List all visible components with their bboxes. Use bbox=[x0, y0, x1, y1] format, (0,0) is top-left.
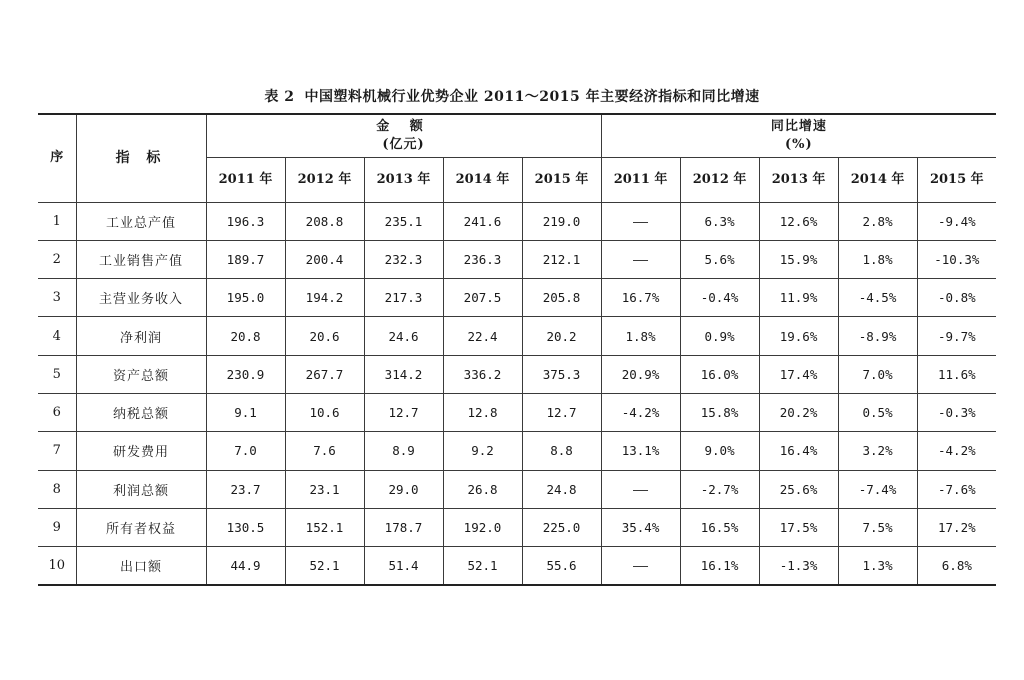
growth-cell: 7.5% bbox=[838, 508, 917, 546]
amount-cell: 24.8 bbox=[522, 470, 601, 508]
growth-cell: -7.6% bbox=[917, 470, 996, 508]
amount-cell: 232.3 bbox=[364, 240, 443, 278]
amount-cell: 195.0 bbox=[206, 279, 285, 317]
amount-cell: 336.2 bbox=[443, 355, 522, 393]
header-amount-unit: (亿元) bbox=[382, 136, 425, 152]
amount-cell: 130.5 bbox=[206, 508, 285, 546]
row-indicator-name: 纳税总额 bbox=[76, 393, 206, 431]
amount-cell: 212.1 bbox=[522, 240, 601, 278]
amount-cell: 225.0 bbox=[522, 508, 601, 546]
growth-cell: 17.5% bbox=[759, 508, 838, 546]
row-indicator-name: 利润总额 bbox=[76, 470, 206, 508]
indicators-table bbox=[38, 113, 996, 586]
amount-cell: 267.7 bbox=[285, 355, 364, 393]
table-row bbox=[38, 432, 996, 470]
growth-cell: -0.3% bbox=[917, 393, 996, 431]
table-caption: 中国塑料机械行业优势企业 2011～2015 年主要经济指标和同比增速 bbox=[304, 89, 760, 105]
amount-cell: 12.7 bbox=[364, 393, 443, 431]
amount-cell: 9.1 bbox=[206, 393, 285, 431]
growth-cell: 16.4% bbox=[759, 432, 838, 470]
growth-cell: 1.8% bbox=[838, 240, 917, 278]
amount-cell: 236.3 bbox=[443, 240, 522, 278]
row-seq: 8 bbox=[38, 470, 76, 508]
header-amount-year: 2013 年 bbox=[364, 157, 443, 202]
growth-cell: 0.9% bbox=[680, 317, 759, 355]
amount-cell: 29.0 bbox=[364, 470, 443, 508]
table-row bbox=[38, 317, 996, 355]
growth-cell: —— bbox=[601, 547, 680, 585]
amount-cell: 375.3 bbox=[522, 355, 601, 393]
growth-cell: -4.5% bbox=[838, 279, 917, 317]
growth-cell: 9.0% bbox=[680, 432, 759, 470]
amount-cell: 196.3 bbox=[206, 202, 285, 240]
growth-cell: 2.8% bbox=[838, 202, 917, 240]
growth-cell: 12.6% bbox=[759, 202, 838, 240]
amount-cell: 26.8 bbox=[443, 470, 522, 508]
growth-cell: -0.4% bbox=[680, 279, 759, 317]
amount-cell: 205.8 bbox=[522, 279, 601, 317]
header-growth-year: 2015 年 bbox=[917, 157, 996, 202]
growth-cell: 11.9% bbox=[759, 279, 838, 317]
growth-cell: —— bbox=[601, 470, 680, 508]
header-amount-year: 2012 年 bbox=[285, 157, 364, 202]
header-growth-year: 2014 年 bbox=[838, 157, 917, 202]
growth-cell: -1.3% bbox=[759, 547, 838, 585]
row-seq: 5 bbox=[38, 355, 76, 393]
growth-cell: 16.1% bbox=[680, 547, 759, 585]
amount-cell: 217.3 bbox=[364, 279, 443, 317]
growth-cell: 1.8% bbox=[601, 317, 680, 355]
growth-cell: 5.6% bbox=[680, 240, 759, 278]
growth-cell: 16.0% bbox=[680, 355, 759, 393]
header-indicator: 指 标 bbox=[76, 114, 206, 202]
amount-cell: 241.6 bbox=[443, 202, 522, 240]
row-indicator-name: 工业销售产值 bbox=[76, 240, 206, 278]
header-seq: 序 bbox=[38, 114, 76, 202]
amount-cell: 7.0 bbox=[206, 432, 285, 470]
amount-cell: 314.2 bbox=[364, 355, 443, 393]
growth-cell: 1.3% bbox=[838, 547, 917, 585]
amount-cell: 12.8 bbox=[443, 393, 522, 431]
amount-cell: 12.7 bbox=[522, 393, 601, 431]
amount-cell: 194.2 bbox=[285, 279, 364, 317]
header-growth-label: 同比增速 bbox=[770, 119, 827, 135]
growth-cell: 3.2% bbox=[838, 432, 917, 470]
header-growth-unit: (%) bbox=[785, 136, 813, 152]
table-row bbox=[38, 508, 996, 546]
amount-cell: 23.7 bbox=[206, 470, 285, 508]
amount-cell: 189.7 bbox=[206, 240, 285, 278]
amount-cell: 192.0 bbox=[443, 508, 522, 546]
growth-cell: 15.8% bbox=[680, 393, 759, 431]
header-growth-year: 2011 年 bbox=[601, 157, 680, 202]
row-seq: 2 bbox=[38, 240, 76, 278]
header-growth-group bbox=[601, 114, 996, 157]
growth-cell: 13.1% bbox=[601, 432, 680, 470]
growth-cell: —— bbox=[601, 202, 680, 240]
row-seq: 4 bbox=[38, 317, 76, 355]
amount-cell: 20.6 bbox=[285, 317, 364, 355]
header-amount-year: 2011 年 bbox=[206, 157, 285, 202]
row-indicator-name: 主营业务收入 bbox=[76, 279, 206, 317]
amount-cell: 8.8 bbox=[522, 432, 601, 470]
growth-cell: -0.8% bbox=[917, 279, 996, 317]
amount-cell: 152.1 bbox=[285, 508, 364, 546]
amount-cell: 8.9 bbox=[364, 432, 443, 470]
amount-cell: 55.6 bbox=[522, 547, 601, 585]
amount-cell: 207.5 bbox=[443, 279, 522, 317]
amount-cell: 23.1 bbox=[285, 470, 364, 508]
growth-cell: 25.6% bbox=[759, 470, 838, 508]
growth-cell: -4.2% bbox=[601, 393, 680, 431]
table-row bbox=[38, 240, 996, 278]
amount-cell: 52.1 bbox=[285, 547, 364, 585]
table-row bbox=[38, 202, 996, 240]
amount-cell: 9.2 bbox=[443, 432, 522, 470]
row-indicator-name: 所有者权益 bbox=[76, 508, 206, 546]
amount-cell: 219.0 bbox=[522, 202, 601, 240]
row-seq: 1 bbox=[38, 202, 76, 240]
growth-cell: 0.5% bbox=[838, 393, 917, 431]
table-title bbox=[0, 86, 1024, 106]
header-row-groups bbox=[38, 114, 996, 157]
growth-cell: -7.4% bbox=[838, 470, 917, 508]
header-growth-year: 2012 年 bbox=[680, 157, 759, 202]
growth-cell: 11.6% bbox=[917, 355, 996, 393]
row-indicator-name: 工业总产值 bbox=[76, 202, 206, 240]
row-seq: 9 bbox=[38, 508, 76, 546]
table-row bbox=[38, 355, 996, 393]
row-indicator-name: 出口额 bbox=[76, 547, 206, 585]
growth-cell: -10.3% bbox=[917, 240, 996, 278]
row-indicator-name: 研发费用 bbox=[76, 432, 206, 470]
amount-cell: 230.9 bbox=[206, 355, 285, 393]
growth-cell: -8.9% bbox=[838, 317, 917, 355]
growth-cell: 35.4% bbox=[601, 508, 680, 546]
amount-cell: 200.4 bbox=[285, 240, 364, 278]
growth-cell: 16.7% bbox=[601, 279, 680, 317]
table-row bbox=[38, 279, 996, 317]
table-row bbox=[38, 393, 996, 431]
amount-cell: 235.1 bbox=[364, 202, 443, 240]
amount-cell: 52.1 bbox=[443, 547, 522, 585]
row-seq: 6 bbox=[38, 393, 76, 431]
header-growth-year: 2013 年 bbox=[759, 157, 838, 202]
growth-cell: 16.5% bbox=[680, 508, 759, 546]
amount-cell: 44.9 bbox=[206, 547, 285, 585]
table-body bbox=[38, 202, 996, 585]
row-indicator-name: 净利润 bbox=[76, 317, 206, 355]
growth-cell: 17.4% bbox=[759, 355, 838, 393]
growth-cell: 6.8% bbox=[917, 547, 996, 585]
table-row bbox=[38, 470, 996, 508]
growth-cell: 7.0% bbox=[838, 355, 917, 393]
growth-cell: -9.7% bbox=[917, 317, 996, 355]
growth-cell: —— bbox=[601, 240, 680, 278]
table-row bbox=[38, 547, 996, 585]
row-seq: 10 bbox=[38, 547, 76, 585]
growth-cell: 17.2% bbox=[917, 508, 996, 546]
growth-cell: -9.4% bbox=[917, 202, 996, 240]
growth-cell: -2.7% bbox=[680, 470, 759, 508]
growth-cell: 19.6% bbox=[759, 317, 838, 355]
growth-cell: 6.3% bbox=[680, 202, 759, 240]
growth-cell: 20.9% bbox=[601, 355, 680, 393]
header-amount-group bbox=[206, 114, 601, 157]
row-seq: 7 bbox=[38, 432, 76, 470]
header-amount-year: 2015 年 bbox=[522, 157, 601, 202]
header-amount-label: 金 额 bbox=[376, 119, 431, 135]
amount-cell: 178.7 bbox=[364, 508, 443, 546]
amount-cell: 51.4 bbox=[364, 547, 443, 585]
header-amount-year: 2014 年 bbox=[443, 157, 522, 202]
growth-cell: 20.2% bbox=[759, 393, 838, 431]
amount-cell: 20.2 bbox=[522, 317, 601, 355]
growth-cell: -4.2% bbox=[917, 432, 996, 470]
amount-cell: 208.8 bbox=[285, 202, 364, 240]
table-number: 表 2 bbox=[264, 89, 295, 105]
amount-cell: 22.4 bbox=[443, 317, 522, 355]
amount-cell: 7.6 bbox=[285, 432, 364, 470]
amount-cell: 24.6 bbox=[364, 317, 443, 355]
row-indicator-name: 资产总额 bbox=[76, 355, 206, 393]
growth-cell: 15.9% bbox=[759, 240, 838, 278]
row-seq: 3 bbox=[38, 279, 76, 317]
amount-cell: 20.8 bbox=[206, 317, 285, 355]
amount-cell: 10.6 bbox=[285, 393, 364, 431]
